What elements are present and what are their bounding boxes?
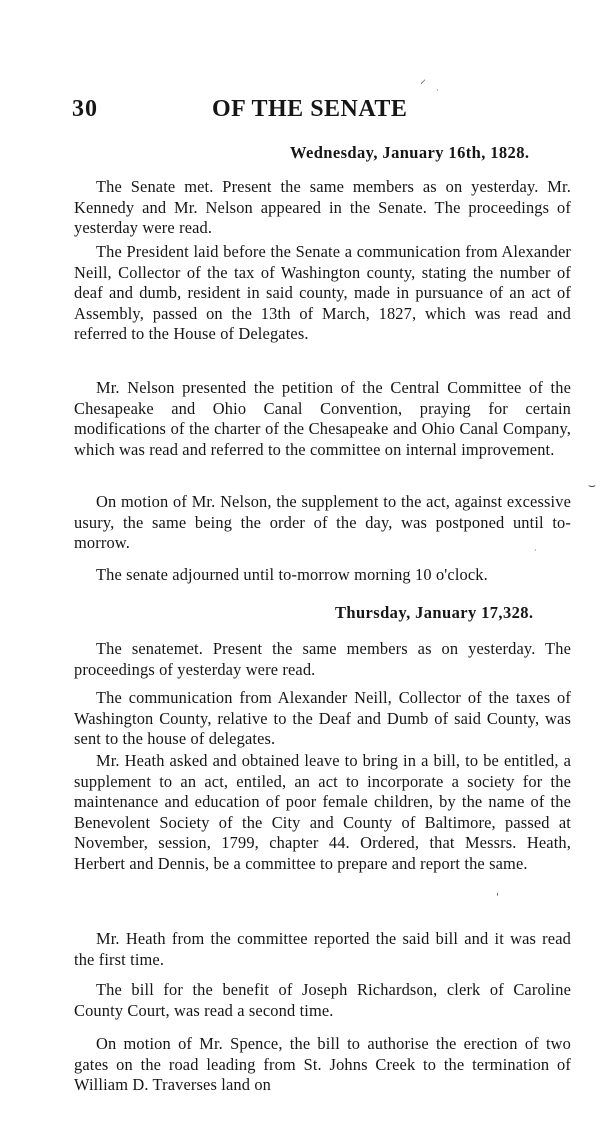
paragraph-richardson-bill: The bill for the benefit of Joseph Richardson, clerk of Caroline County Court, was read a second time. <box>74 980 571 1020</box>
paragraph-senate-met-wed: The Senate met. Present the same members as on yesterday. Mr. Kennedy and Mr. Nelson appeared in the Senate. The proceedings of yesterday were read. <box>74 177 571 238</box>
paragraph-deaf-dumb-communication: The communication from Alexander Neill, Collector of the taxes of Washington County, relative to the Deaf and Dumb of said County, was sent to the house of delegates. <box>74 688 571 749</box>
paragraph-adjourned: The senate adjourned until to-morrow morning 10 o'clock. <box>96 565 488 584</box>
ink-mark: · <box>534 546 537 555</box>
paragraph-usury-motion: On motion of Mr. Nelson, the supplement to the act, against excessive usury, the same being the order of the day, was postponed until to-morrow. <box>74 492 571 553</box>
date-wednesday: Wednesday, January 16th, 1828. <box>290 143 530 162</box>
ink-mark: ' <box>496 892 499 903</box>
paragraph-heath-bill: Mr. Heath asked and obtained leave to bring in a bill, to be entitled, a supplement to an act, entiled, an act to incorporate a society for the maintenance and education of poor female children, by the name of the Benevolent Society of the City and County of Baltimore, passed at November, session, 1799, chapter 44. Ordered, that Messrs. Heath, Herbert and Dennis, be a committee to prepare and report the same. <box>74 751 571 873</box>
ink-mark: ⌣ <box>588 478 596 492</box>
ink-mark: · <box>436 86 439 95</box>
ink-mark: ⸝ <box>420 72 427 86</box>
paragraph-canal-petition: Mr. Nelson presented the petition of the Central Committee of the Chesapeake and Ohio Canal Convention, praying for certain modifications of the charter of the Chesapeake and Ohio Canal Company, which was read and referred to the committee on internal improvement. <box>74 378 571 459</box>
paragraph-committee-report: Mr. Heath from the committee reported the said bill and it was read the first time. <box>74 929 571 969</box>
paragraph-senate-met-thu: The senatemet. Present the same members as on yesterday. The proceedings of yesterday were read. <box>74 639 571 679</box>
page-header <box>72 96 452 126</box>
paragraph-spence-motion: On motion of Mr. Spence, the bill to authorise the erection of two gates on the road leading from St. Johns Creek to the termination of William D. Traverses land on <box>74 1034 571 1095</box>
page-number: 30 <box>72 96 98 122</box>
date-thursday: Thursday, January 17,328. <box>335 603 534 622</box>
running-title: OF THE SENATE <box>212 96 408 122</box>
paragraph-neill-communication: The President laid before the Senate a communication from Alexander Neill, Collector of the tax of Washington county, stating the number of deaf and dumb, resident in said county, made in pursuance of an act of Assembly, passed on the 13th of March, 1827, which was read and referred to the House of Delegates. <box>74 242 571 344</box>
